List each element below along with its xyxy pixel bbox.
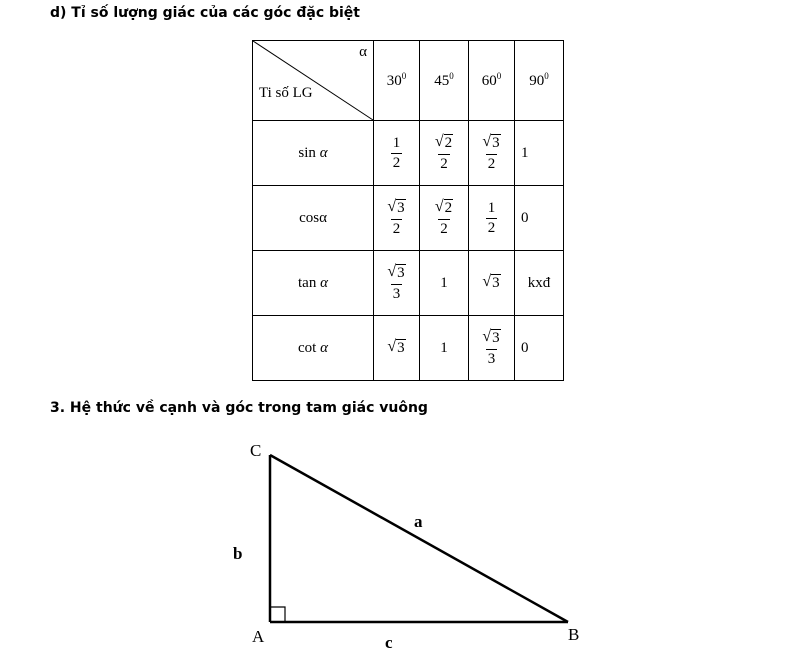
fraction [433,134,455,172]
fn-name: cot [298,339,317,356]
denominator: 2 [440,220,448,237]
numerator: 1 [487,199,496,216]
numerator [385,264,407,284]
square-root [435,199,453,217]
degree-mark: 0 [496,71,502,81]
denominator: 2 [392,154,401,171]
table-row-cot [253,316,564,381]
angle-value: 60 [481,73,497,89]
vertex-c-label: C [250,441,262,460]
radical-sign: √ [482,273,492,291]
fraction [385,199,407,237]
cell-value: 0 [521,209,529,226]
cell-tan-45 [420,251,469,316]
radical-sign: √ [434,198,444,216]
right-angle-marker [270,607,285,622]
fraction [385,264,407,302]
cell-cot-30 [374,316,420,381]
cell-value: 1 [440,339,448,356]
cell-sin-90 [515,121,564,186]
side-a-label: a [414,512,423,531]
side-b-label: b [233,544,243,563]
square-root [482,274,500,292]
radicand: 3 [492,330,500,347]
numerator [433,199,455,219]
cell-value: kxđ [527,274,551,291]
denominator: 3 [487,350,496,367]
corner-alpha-label: α [359,44,367,60]
corner-cell [253,41,374,121]
radical-sign: √ [482,328,492,346]
denominator: 3 [392,285,401,302]
radical-sign: √ [482,133,492,151]
numerator [480,329,502,349]
degree-mark: 0 [449,71,454,81]
fn-name: tan [298,274,317,291]
fn-variable: α [319,209,327,226]
radical-sign: √ [387,338,397,356]
radical-sign: √ [434,133,444,151]
square-root [435,134,453,152]
denominator: 2 [487,219,496,236]
fn-name: sin [298,144,316,161]
square-root [387,264,405,282]
fn-name: cos [299,209,320,226]
fraction [433,199,455,237]
radicand: 3 [397,200,405,217]
row-label-tan [253,251,374,316]
denominator: 2 [487,155,496,172]
side-a-line [270,455,568,622]
radicand: 2 [444,135,453,152]
section-heading-special-angles: d) Tỉ số lượng giác của các góc đặc biệt [50,5,360,21]
angle-value: 30 [386,73,402,89]
corner-ratio-label: Ti số LG [259,85,313,101]
cell-sin-30 [374,121,420,186]
cell-value: 1 [521,144,529,161]
fraction [480,134,502,172]
fn-variable: α [319,144,328,161]
cell-cos-60 [469,186,515,251]
degree-mark: 0 [544,71,549,81]
cell-tan-30 [374,251,420,316]
cell-value: 1 [440,274,448,291]
radicand: 3 [492,135,500,152]
header-angle-45 [420,41,469,121]
side-c-label: c [385,633,393,652]
radicand: 2 [444,200,453,217]
cell-cot-60 [469,316,515,381]
cell-cos-45 [420,186,469,251]
fn-variable: α [320,339,328,356]
cell-tan-90 [515,251,564,316]
angle-value: 45 [434,73,450,89]
denominator: 2 [392,220,401,237]
row-label-sin [253,121,374,186]
denominator: 2 [440,155,448,172]
numerator [480,134,502,154]
square-root [387,339,405,357]
numerator [433,134,455,154]
square-root [387,199,405,217]
square-root [482,329,500,347]
radical-sign: √ [387,263,397,281]
trig-ratio-table [252,40,564,381]
square-root [482,134,500,152]
fn-variable: α [320,274,328,291]
radical-sign: √ [387,198,397,216]
cell-value: 0 [521,339,529,356]
header-angle-30 [374,41,420,121]
cell-sin-45 [420,121,469,186]
cell-cot-45 [420,316,469,381]
row-label-cos [253,186,374,251]
diagonal-divider [253,41,373,120]
cell-tan-60 [469,251,515,316]
vertex-b-label: B [568,625,580,644]
header-angle-90 [515,41,564,121]
cell-cot-90 [515,316,564,381]
section-heading-right-triangle: 3. Hệ thức về cạnh và góc trong tam giác vuông [50,400,428,416]
table-header-row [253,41,564,121]
cell-cos-90 [515,186,564,251]
radicand: 3 [397,340,405,357]
fraction [486,201,498,236]
radicand: 3 [492,275,500,292]
radicand: 3 [397,265,405,282]
numerator [385,199,407,219]
fraction [480,329,502,367]
angle-value: 90 [529,73,545,89]
fraction [391,136,403,171]
header-angle-60 [469,41,515,121]
table-row-sin [253,121,564,186]
vertex-a-label: A [252,627,265,646]
right-triangle-diagram [233,430,600,655]
table-row-cos [253,186,564,251]
numerator: 1 [392,134,401,151]
row-label-cot [253,316,374,381]
cell-cos-30 [374,186,420,251]
degree-mark: 0 [401,71,407,81]
table-row-tan [253,251,564,316]
cell-sin-60 [469,121,515,186]
